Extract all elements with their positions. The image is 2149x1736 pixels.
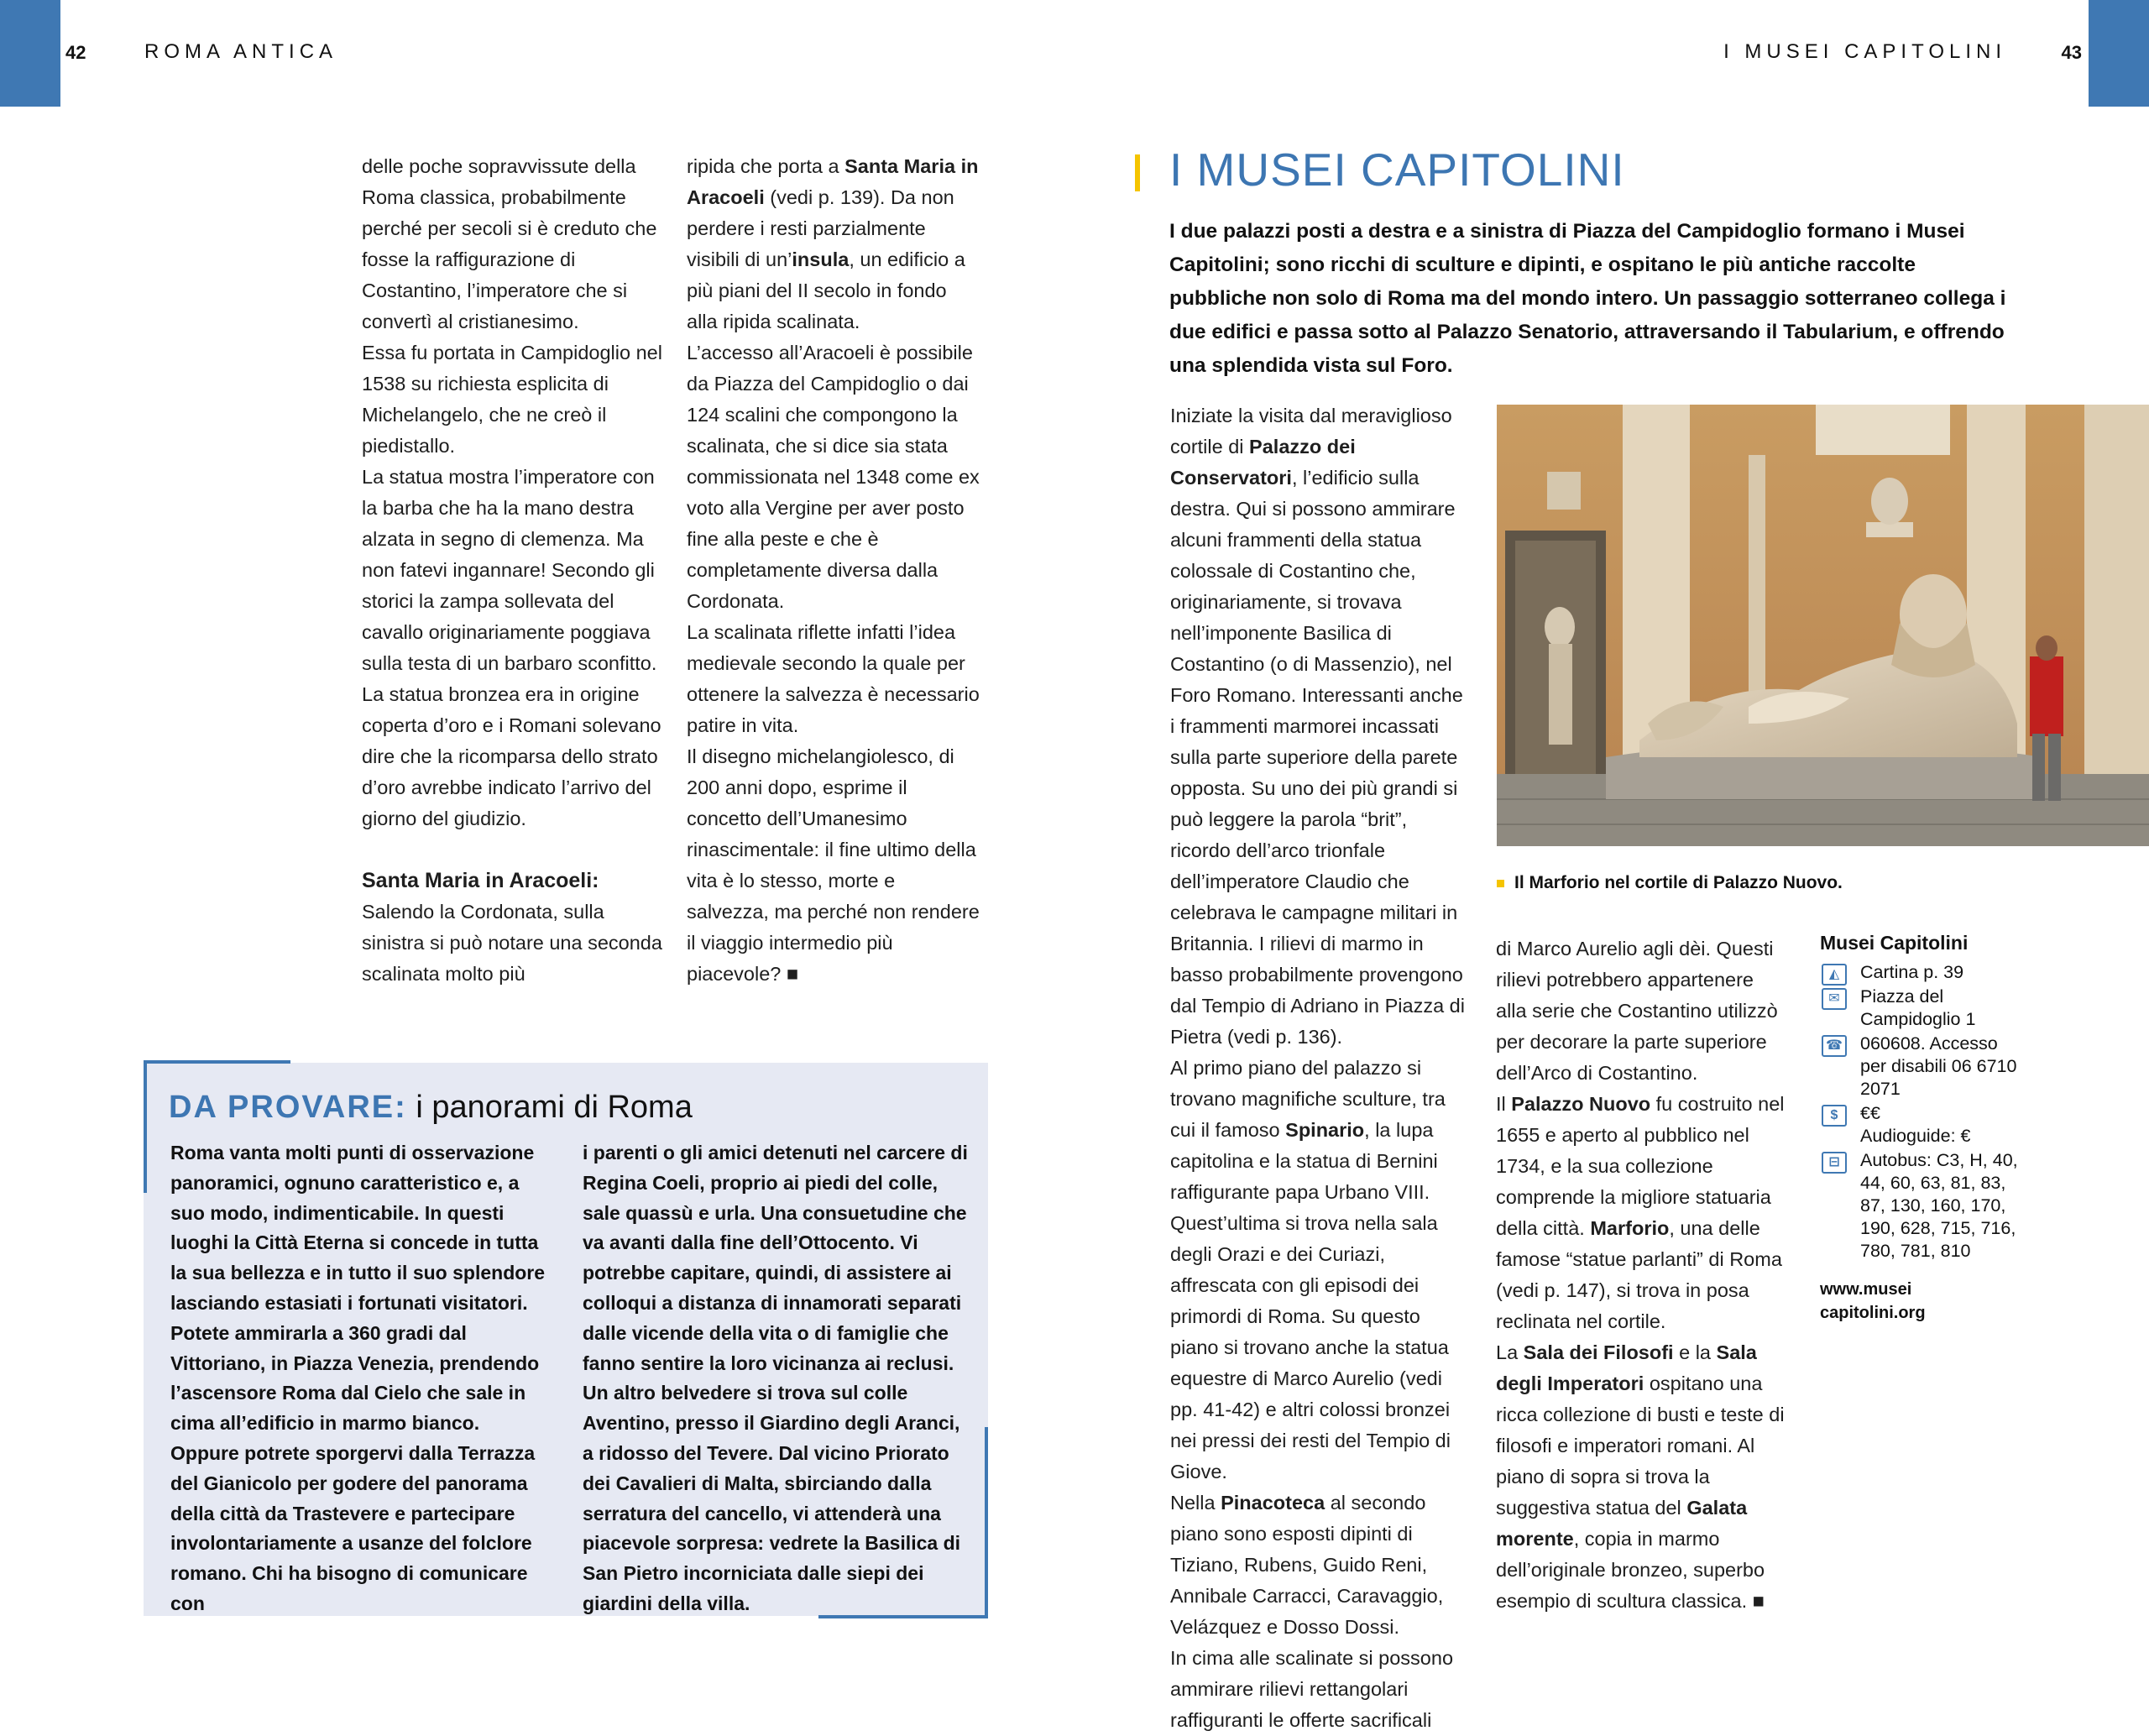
- photo-caption: Il Marforio nel cortile di Palazzo Nuovo.: [1497, 873, 1843, 893]
- paragraph: ripida che porta a Santa Maria in Aracoeli (vedi p. 139). Da non perdere i resti parzialmente visibili di un’insula, un edificio a più piani del II secolo in fondo alla ripida scalinata.: [687, 155, 979, 332]
- paragraph: Il Palazzo Nuovo fu costruito nel 1655 e aperto al pubblico nel 1734, e la sua collezione comprende la migliore statuaria della città. Marforio, una delle famose “statue parlanti” di Roma (vedi p. 147), si trova in posa reclinata nel cortile.: [1496, 1093, 1785, 1332]
- box-corner-line: [144, 1060, 290, 1064]
- left-column-2: [687, 151, 982, 990]
- box-corner-line: [985, 1427, 988, 1618]
- info-price-row: $ €€ Audioguide: €: [1820, 1102, 2021, 1148]
- paragraph: La statua mostra l’imperatore con la barba che ha la mano destra alzata in segno di clemenza. Ma non fatevi ingannare! Secondo gli storici la zampa sollevata del cavallo originariamente poggiava sulla testa di un barbaro sconfitto. La statua bronzea era in origine coperta d’oro e i Romani solevano dire che la ricomparsa dello strato d’oro avrebbe indicato l’arrivo del giorno del giudizio.: [362, 466, 661, 829]
- box-title: [169, 1090, 693, 1126]
- paragraph: Essa fu portata in Campidoglio nel 1538 su richiesta esplicita di Michelangelo, che ne creò il piedistallo.: [362, 342, 662, 457]
- paragraph: Il disegno michelangiolesco, di 200 anni dopo, esprime il concetto dell’Umanesimo rinascimentale: il fine ultimo della vita è lo stesso, morte e salvezza, ma perché non rendere il viaggio intermedio più piacevole? ■: [687, 745, 980, 985]
- left-page-tab: [0, 0, 60, 107]
- paragraph: i parenti o gli amici detenuti nel carcere di Regina Coeli, proprio ai piedi del colle, sale quassù e urla. Una consuetudine che va avanti dalla fine dell’Ottocento. Vi potrebbe capitare, quindi, di assistere ai colloqui a distanza di innamorati separati dalle vicende della vita o di famiglie che fanno sentire la loro vicinanza ai reclusi.: [583, 1142, 968, 1374]
- paragraph: La Sala dei Filosofi e la Sala degli Imperatori ospitano una ricca collezione di busti e teste di filosofi e imperatori romani. Al piano di sopra si trova la suggestiva statua del Galata morente, copia in marmo dell’originale bronzeo, superbo esempio di scultura classica. ■: [1496, 1341, 1785, 1612]
- box-column-2: [583, 1138, 970, 1619]
- paragraph: Roma vanta molti punti di osservazione panoramici, ognuno caratteristico e, a suo modo, indimenticabile. In questi luoghi la Città Eterna si concede in tutta la sua bellezza e in tutto il suo splendore lasciando estasiati i fortunati visitatori.: [170, 1142, 546, 1314]
- paragraph: di Marco Aurelio agli dèi. Questi rilievi potrebbero appartenere alla serie che Costantino utilizzò per decorare la parte superiore dell’Arco di Costantino.: [1496, 938, 1778, 1084]
- paragraph: Un altro belvedere si trova sul colle Aventino, presso il Giardino degli Aranci, a ridosso del Tevere. Dal vicino Priorato dei Cavalieri di Malta, sbirciando dalla serratura del cancello, vi attenderà una piacevole sorpresa: vedrete la Basilica di San Pietro incorniciata dalle siepi dei giardini della villa.: [583, 1382, 961, 1614]
- phone-icon: ☎: [1822, 1035, 1847, 1057]
- right-page-number: 43: [2061, 42, 2082, 63]
- info-phone-row: ☎ 060608. Accesso per disabili 06 6710 2071: [1820, 1033, 2021, 1101]
- paragraph: Oppure potrete sporgervi dalla Terrazza del Gianicolo per godere del panorama della città da Trastevere e partecipare involontariamente a usanze del folclore romano. Chi ha bisogno di comunicare con: [170, 1441, 536, 1614]
- left-running-title: ROMA ANTICA: [144, 40, 338, 63]
- paragraph: L’accesso all’Aracoeli è possibile da Piazza del Campidoglio o dai 124 scalini che compongono la scalinata, che si dice sia stata commissionata nel 1348 come ex voto alla Vergine per aver posto fine alla peste e che è completamente diversa dalla Cordonata.: [687, 342, 980, 612]
- paragraph: Al primo piano del palazzo si trovano magnifiche sculture, tra cui il famoso Spinario, la lupa capitolina e la statua di Bernini raffigurante papa Urbano VIII. Quest’ultima si trova nella sala degli Orazi e dei Curiazi, affrescata con gli episodi dei primordi di Roma. Su questo piano si trovano anche la statua equestre di Marco Aurelio (vedi pp. 41-42) e altri colossi bronzei nei pressi dei resti del Tempio di Giove.: [1170, 1057, 1451, 1482]
- right-page-tab: [2089, 0, 2149, 107]
- info-bus-row: ⊟ Autobus: C3, H, 40, 44, 60, 63, 81, 83, 87, 130, 160, 170, 190, 628, 715, 716, 780, 781, 810: [1820, 1149, 2021, 1263]
- paragraph: Iniziate la visita dal meraviglioso cortile di Palazzo dei Conservatori, l’edificio sulla destra. Qui si possono ammirare alcuni frammenti della statua colossale di Costantino che, originariamente, si trovava nell’imponente Basilica di Costantino (o di Massenzio), nel Foro Romano. Interessanti anche i frammenti marmorei incassati sulla parte superiore della parete opposta. Su uno dei più grandi si può leggere la parola “brit”, ricordo dell’arco trionfale dell’imperatore Claudio che celebrava le campagne militari in Britannia. I rilievi di marmo in basso probabilmente provengono dal Tempio di Adriano in Piazza di Pietra (vedi p. 136).: [1170, 405, 1465, 1048]
- title-accent-bar: [1135, 154, 1140, 191]
- section-subheading: Santa Maria in Aracoeli:: [362, 869, 599, 892]
- paragraph: Salendo la Cordonata, sulla sinistra si può notare una seconda scalinata molto più: [362, 901, 662, 985]
- museum-info-box: [1820, 932, 2021, 1325]
- box-label: DA PROVARE:: [169, 1090, 407, 1125]
- paragraph: Nella Pinacoteca al secondo piano sono esposti dipinti di Tiziano, Rubens, Guido Reni, Annibale Carracci, Caravaggio, Velázquez e Dosso Dossi.: [1170, 1492, 1444, 1638]
- paragraph: In cima alle scalinate si possono ammirare rilievi rettangolari raffiguranti le offerte sacrificali: [1170, 1647, 1454, 1731]
- bus-icon: ⊟: [1822, 1152, 1847, 1174]
- info-title: Musei Capitolini: [1820, 932, 1969, 954]
- box-column-1: [170, 1138, 552, 1619]
- lead-paragraph: I due palazzi posti a destra e a sinistra di Piazza del Campidoglio formano i Musei Capitolini; sono ricchi di sculture e dipinti, e ospitano le più antiche raccolte pubbliche non solo di Roma ma del mondo intero. Un passaggio sotterraneo collega i due edifici e passa sotto al Palazzo Senatorio, attraversando il Tabularium, e offrendo una splendida vista sul Foro.: [1169, 220, 2006, 377]
- paragraph: delle poche sopravvissute della Roma classica, probabilmente perché per secoli si è creduto che fosse la raffigurazione di Costantino, l’imperatore che si convertì al cristianesimo.: [362, 155, 657, 332]
- website-link[interactable]: www.musei capitolini.org: [1820, 1280, 1926, 1322]
- right-column-2: [1496, 933, 1790, 1617]
- mail-icon: ✉: [1822, 988, 1847, 1010]
- map-icon: ◭: [1822, 964, 1847, 986]
- page-title: I MUSEI CAPITOLINI: [1169, 144, 1625, 196]
- caption-bullet: [1497, 880, 1504, 887]
- marforio-photo: [1497, 405, 2149, 846]
- right-running-title: I MUSEI CAPITOLINI: [1723, 40, 2006, 63]
- paragraph: Potete ammirarla a 360 gradi dal Vittoriano, in Piazza Venezia, prendendo l’ascensore Roma dal Cielo che sale in cima all’edificio in marmo bianco.: [170, 1321, 540, 1435]
- info-address-row: ✉ Piazza del Campidoglio 1: [1820, 986, 2021, 1031]
- box-corner-line: [144, 1060, 147, 1193]
- right-column-1: [1170, 400, 1472, 1736]
- left-page-number: 42: [65, 42, 86, 63]
- paragraph: La scalinata riflette infatti l’idea medievale secondo la quale per ottenere la salvezza è necessario patire in vita.: [687, 621, 980, 736]
- info-map-row: ◭ Cartina p. 39: [1820, 961, 2021, 984]
- dollar-icon: $: [1822, 1105, 1847, 1127]
- box-heading: i panorami di Roma: [416, 1090, 693, 1125]
- left-column-1: [362, 151, 664, 990]
